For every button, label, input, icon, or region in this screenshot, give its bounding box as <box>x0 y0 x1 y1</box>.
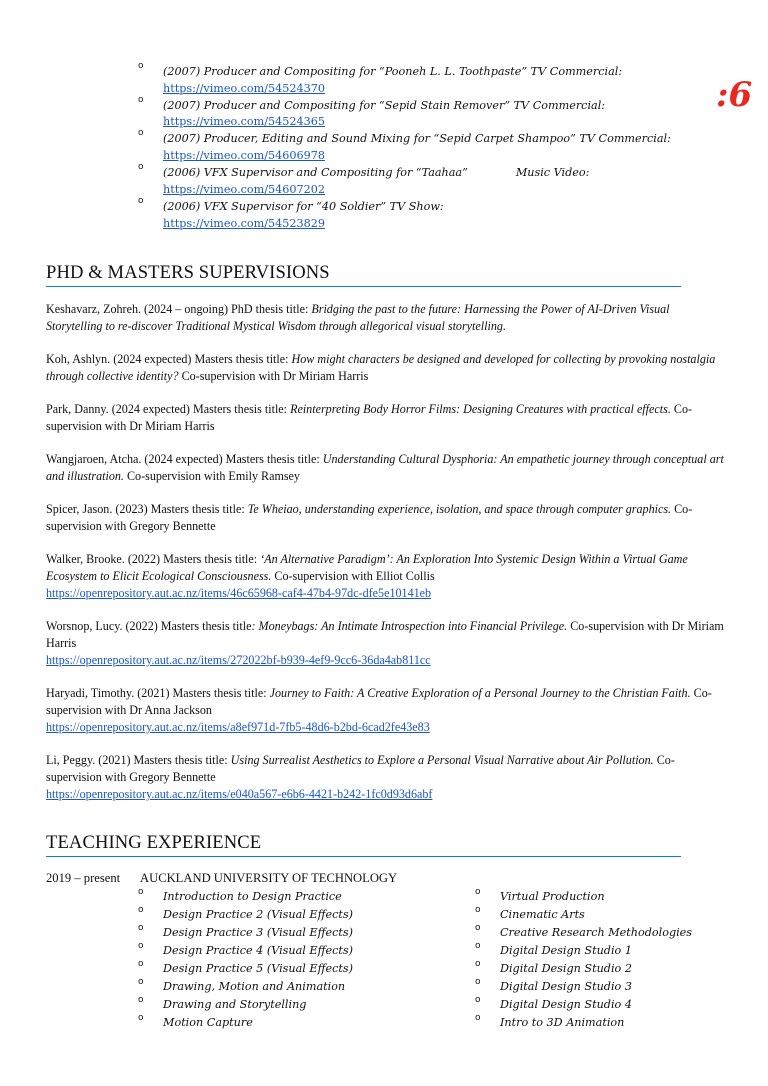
course-item: o Digital Design Studio 4 <box>473 996 692 1014</box>
thesis-title: Bridging the past to the future: Harnessing the Power of AI-Driven Visual Storytelling to re-discover Traditional Mystical Wisdom through allegorical visual storytelling. <box>46 302 670 333</box>
course-list-left <box>136 888 353 1032</box>
thesis-title: Understanding Cultural Dysphoria: An empathetic journey through conceptual art and illustration. <box>46 452 724 483</box>
co-supervision: Co-supervision with Dr Anna Jackson <box>46 686 712 717</box>
course-item: o Design Practice 5 (Visual Effects) <box>136 960 353 978</box>
supervision-entry <box>46 501 726 535</box>
co-supervision: Co-supervision with Dr Miriam Harris <box>46 402 693 433</box>
course-item: o Digital Design Studio 1 <box>473 942 692 960</box>
supervision-student: Park, Danny. (2024 expected) Masters thesis title: <box>46 402 291 416</box>
supervision-entry <box>46 301 726 335</box>
course-item: o Design Practice 4 (Visual Effects) <box>136 942 353 960</box>
course-item: o Design Practice 3 (Visual Effects) <box>136 924 353 942</box>
course-item: o Intro to 3D Animation <box>473 1014 692 1032</box>
page-number: :6 <box>716 75 753 115</box>
teaching-institution: AUCKLAND UNIVERSITY OF TECHNOLOGY <box>140 871 398 885</box>
list-item <box>136 165 671 199</box>
co-supervision: Co-supervision with Gregory Bennette <box>46 753 675 784</box>
co-supervision: Co-supervision with Elliot Collis <box>271 569 435 583</box>
portfolio-title: o (2007) Producer and Compositing for “Sepid Stain Remover” TV Commercial: <box>163 98 606 112</box>
list-item <box>136 64 671 98</box>
supervision-entry <box>46 451 726 485</box>
supervision-entry <box>46 551 726 602</box>
vimeo-link[interactable]: https://vimeo.com/54607202 <box>163 182 325 196</box>
supervision-student: Wangjaroen, Atcha. (2024 expected) Masters thesis title: <box>46 452 323 466</box>
list-item <box>136 131 671 165</box>
thesis-title: Te Wheiao, understanding experience, isolation, and space through computer graphics. <box>247 502 672 516</box>
course-item: o Drawing, Motion and Animation <box>136 978 353 996</box>
teaching-years: 2019 – present <box>46 871 121 885</box>
list-item <box>136 98 671 132</box>
thesis-title: : Moneybags: An Intimate Introspection into Financial Privilege. <box>251 619 568 633</box>
co-supervision: Co-supervision with Dr Miriam Harris <box>46 619 724 650</box>
portfolio-list <box>136 64 671 232</box>
co-supervision: Co-supervision with Gregory Bennette <box>46 502 693 533</box>
vimeo-link[interactable]: https://vimeo.com/54524365 <box>163 115 325 129</box>
supervision-student: Koh, Ashlyn. (2024 expected) Masters thesis title: <box>46 352 292 366</box>
course-item: o Digital Design Studio 3 <box>473 978 692 996</box>
thesis-title: Journey to Faith: A Creative Exploration of a Personal Journey to the Christian Faith. <box>269 686 691 700</box>
supervisions-list <box>46 301 726 803</box>
supervision-student: Haryadi, Timothy. (2021) Masters thesis title: <box>46 686 270 700</box>
thesis-title: How might characters be designed and developed for collecting by provoking nostalgia through collective identity? <box>46 352 716 383</box>
repository-link[interactable]: https://openrepository.aut.ac.nz/items/272022bf-b939-4ef9-9cc6-36da4ab811cc <box>46 653 431 667</box>
course-item: o Motion Capture <box>136 1014 353 1032</box>
heading-divider <box>46 856 681 857</box>
supervision-student: Keshavarz, Zohreh. (2024 – ongoing) PhD thesis title: <box>46 302 312 316</box>
repository-link[interactable]: https://openrepository.aut.ac.nz/items/a8ef971d-7fb5-48d6-b2bd-6cad2fe43e83 <box>46 720 430 734</box>
supervision-entry <box>46 618 726 669</box>
course-item: o Design Practice 2 (Visual Effects) <box>136 906 353 924</box>
course-item: o Drawing and Storytelling <box>136 996 353 1014</box>
thesis-title: Reinterpreting Body Horror Films: Designing Creatures with practical effects. <box>290 402 671 416</box>
course-item: o Digital Design Studio 2 <box>473 960 692 978</box>
supervision-entry <box>46 685 726 736</box>
portfolio-title-row <box>163 165 671 182</box>
course-item: o Virtual Production <box>473 888 692 906</box>
repository-link[interactable]: https://openrepository.aut.ac.nz/items/46c65968-caf4-47b4-97dc-dfe5e10141eb <box>46 586 432 600</box>
portfolio-title: (2006) VFX Supervisor and Compositing for “Taahaa” <box>163 166 468 180</box>
thesis-title: ‘An Alternative Paradigm’: An Exploration Into Systemic Design Within a Virtual Game Ecosystem to Elicit Ecological Consciousness. <box>46 552 688 583</box>
supervision-student: Spicer, Jason. (2023) Masters thesis title: <box>46 502 248 516</box>
co-supervision: Co-supervision with Emily Ramsey <box>123 469 300 483</box>
supervision-entry <box>46 351 726 385</box>
course-item: o Introduction to Design Practice <box>136 888 353 906</box>
thesis-title: Using Surrealist Aesthetics to Explore a Personal Visual Narrative about Air Pollution. <box>230 753 654 767</box>
repository-link[interactable]: https://openrepository.aut.ac.nz/items/e040a567-e6b6-4421-b242-1fc0d93d6abf <box>46 787 433 801</box>
vimeo-link[interactable]: https://vimeo.com/54606978 <box>163 149 325 163</box>
teaching-heading: TEACHING EXPERIENCE <box>46 832 262 853</box>
supervision-entry <box>46 401 726 435</box>
supervision-student: Li, Peggy. (2021) Masters thesis title: <box>46 753 231 767</box>
portfolio-title: o (2007) Producer and Compositing for “Pooneh L. L. Toothpaste” TV Commercial: <box>163 65 623 78</box>
portfolio-title-suffix: Music Video: <box>515 166 590 180</box>
supervision-entry <box>46 752 726 803</box>
course-item: o Cinematic Arts <box>473 906 692 924</box>
co-supervision: Co-supervision with Dr Miriam Harris <box>178 369 369 383</box>
vimeo-link[interactable]: https://vimeo.com/54524370 <box>163 81 325 95</box>
portfolio-title: o (2007) Producer, Editing and Sound Mixing for “Sepid Carpet Shampoo” TV Commercial: <box>163 132 671 146</box>
portfolio-title: o (2006) VFX Supervisor for “40 Soldier” TV Show: <box>163 199 444 213</box>
heading-divider <box>46 286 681 287</box>
course-item: o Creative Research Methodologies <box>473 924 692 942</box>
list-item <box>136 199 671 233</box>
supervision-student: Walker, Brooke. (2022) Masters thesis title: <box>46 552 261 566</box>
course-list-right <box>473 888 692 1032</box>
vimeo-link[interactable]: https://vimeo.com/54523829 <box>163 216 325 230</box>
supervisions-heading: PHD & MASTERS SUPERVISIONS <box>46 262 330 283</box>
supervision-student: Worsnop, Lucy. (2022) Masters thesis title <box>46 619 252 633</box>
